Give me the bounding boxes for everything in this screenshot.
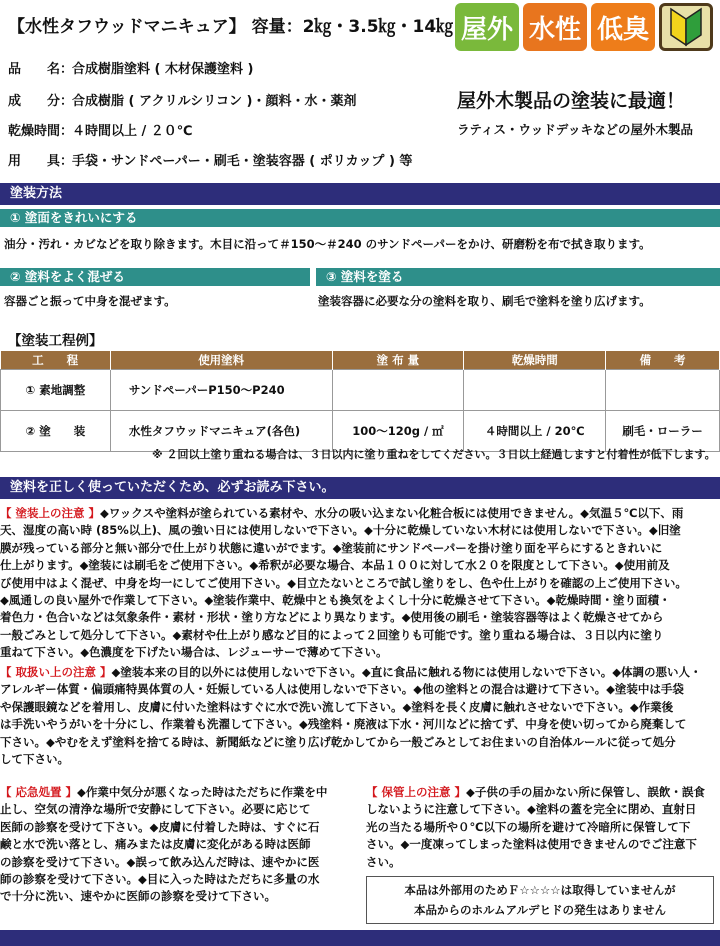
spec-product-name: 品 名：合成樹脂塗料 ( 木材保護塗料 ) [8, 62, 254, 77]
formaldehyde-note: 本品は外部用のためＦ☆☆☆☆は取得していませんが 本品からのホルムアルデヒドの発生はありません [366, 876, 714, 924]
spec-dry-time: 乾燥時間：４時間以上 / ２０℃ [8, 124, 193, 139]
spec-ingredients: 成 分：合成樹脂 ( アクリルシリコン )・顔料・水・薬剤 [8, 94, 357, 109]
caution-band: 塗料を正しく使っていただくため、必ずお読み下さい。 [0, 477, 720, 499]
process-header-row [1, 351, 720, 370]
col-step: 工 程 [1, 351, 111, 370]
step1-title: ① 塗面をきれいにする [0, 209, 720, 227]
col-dry-time: 乾燥時間 [464, 351, 606, 370]
step2-text: 容器ごと振って中身を混ぜます。 [4, 294, 176, 308]
table-row [1, 370, 720, 411]
beginner-mark-icon [659, 3, 713, 51]
cell: 刷毛・ローラー [606, 411, 720, 452]
step2-title: ② 塗料をよく混ぜる [0, 268, 310, 286]
cell [464, 370, 606, 411]
process-heading: 【塗装工程例】 [8, 333, 103, 349]
col-amount: 塗 布 量 [332, 351, 464, 370]
spec-tools: 用 具：手袋・サンドペーパー・刷毛・塗装容器 ( ポリカップ ) 等 [8, 154, 413, 169]
storage-caution: 【 保管上の注意 】◆子供の手の届かない所に保管し、誤飲・誤食 しないように注意して下さい。◆塗料の蓋を完全に閉め、直射日 光の当たる場所や０℃以下の場所を避けて冷暗所に保管して下 さい。◆一度凍ってしまった塗料は使用できませんのでご注意下 さい。 [366, 785, 705, 869]
col-remarks: 備 考 [606, 351, 720, 370]
cell: ４時間以上 / 20℃ [464, 411, 606, 452]
cell: 100～120g / ㎡ [332, 411, 464, 452]
method-band: 塗装方法 [0, 183, 720, 205]
process-note: ※ ２回以上塗り重ねる場合は、３日以内に塗り重ねをしてください。３日以上経過しますと付着性が低下します。 [152, 448, 716, 461]
bottom-band [0, 930, 720, 946]
sub-tagline: ラティス・ウッドデッキなどの屋外木製品 [457, 122, 694, 137]
cell: 水性タフウッドマニキュア(各色) [110, 411, 332, 452]
emergency-label: 【 応急処置 】 [0, 785, 78, 799]
handling-caution-label: 【 取扱い上の注意 】 [0, 665, 112, 679]
step1-text: 油分・汚れ・カビなどを取り除きます。木目に沿って＃150～＃240 のサンドペーパーをかけ、研磨粉を布で拭き取ります。 [4, 237, 651, 251]
step3-title: ③ 塗料を塗る [316, 268, 720, 286]
beginner-mark-svg [669, 7, 703, 47]
process-table [0, 351, 720, 452]
cell [332, 370, 464, 411]
cell: ② 塗 装 [1, 411, 111, 452]
tagline: 屋外木製品の塗装に最適！ [457, 90, 686, 112]
storage-label: 【 保管上の注意 】 [366, 785, 467, 799]
badge-water-based: 水性 [523, 3, 587, 51]
emergency-first-aid: 【 応急処置 】◆作業中気分が悪くなった時はただちに作業を中 止し、空気の清浄な場所で安静にして下さい。必要に応じて 医師の診察を受けて下さい。◆皮膚に付着した時は、すぐに石 鹸と水で洗い落とし、痛みまたは皮膚に変化がある時は医師 の診察を受けて下さい。◆誤って飲み込んだ時は、速やかに医 師の診察を受けて下さい。◆目に入った時はただちに多量の水 で十分に洗い、速やかに医師の診察を受けて下さい。 [0, 785, 328, 904]
badge-outdoor: 屋外 [455, 3, 519, 51]
cell [606, 370, 720, 411]
painting-caution: 【 塗装上の注意 】◆ワックスや塗料が塗られている素材や、水分の吸い込まない化粧合板には使用できません。◆気温５℃以下、雨 天、湿度の高い時 (85%以上)、風の強い日には使用しないで下さい。◆十分に乾燥していない木材には使用しないで下さい。◆旧塗 膜が残っている部分と無い部分で仕上がり状態に違いがでます。◆塗装前にサンドペーパーを掛け塗り面を平らにするときれいに 仕上がります。◆塗装には刷毛をご使用下さい。◆希釈が必要な場合、本品１００に対して水２０を限度として下さい。◆使用前及 び使用中はよく混ぜ、中身を均一にしてご使用下さい。◆目立たないところで試し塗りをし、色や仕上がりを確認の上ご使用下さい。 ◆風通しの良い屋外で作業して下さい。◆塗装作業中、乾燥中とも換気をよくし十分に乾燥させて下さい。◆乾燥時間・塗り面積・ 着色力・色合いなどは気象条件・素材・形状・塗り方などにより異なります。◆使用後の刷毛・塗装容器等はよく乾燥させてから 一般ごみとして処分して下さい。◆素材や仕上がり感など目的によって２回塗りも可能です。塗り重ねる場合は、３日以内に塗り 重ねて下さい。◆色濃度を下げたい場合は、レジューサーで薄めて下さい。 [0, 506, 687, 660]
handling-caution: 【 取扱い上の注意 】◆塗装本来の目的以外には使用しないで下さい。◆直に食品に触れる物には使用しないで下さい。◆体調の悪い人・ アレルギー体質・偏頭痛特異体質の人・妊娠している人は使用しないで下さい。◆他の塗料との混合は避けて下さい。◆塗装中は手袋 や保護眼鏡などを着用し、皮膚に付いた塗料はすぐに水で洗い流して下さい。◆塗料を長く皮膚に触れさせないで下さい。◆作業後 は手洗いやうがいを十分にし、作業着も洗濯して下さい。◆残塗料・廃液は下水・河川などに捨てず、中身を使い切ってから廃棄して 下さい。◆やむをえず塗料を捨てる時は、新聞紙などに塗り広げ乾かしてから一般ごみとしてお住まいの自治体ルールに従って処分 して下さい。 [0, 665, 702, 767]
col-paint: 使用塗料 [110, 351, 332, 370]
product-title: 【水性タフウッドマニキュア】 容量：2㎏・3.5㎏・14㎏ [8, 17, 454, 37]
painting-caution-label: 【 塗装上の注意 】 [0, 506, 101, 520]
cell: サンドペーパーP150～P240 [110, 370, 332, 411]
cell: ① 素地調整 [1, 370, 111, 411]
badge-low-odor: 低臭 [591, 3, 655, 51]
step3-text: 塗装容器に必要な分の塗料を取り、刷毛で塗料を塗り広げます。 [318, 294, 651, 308]
